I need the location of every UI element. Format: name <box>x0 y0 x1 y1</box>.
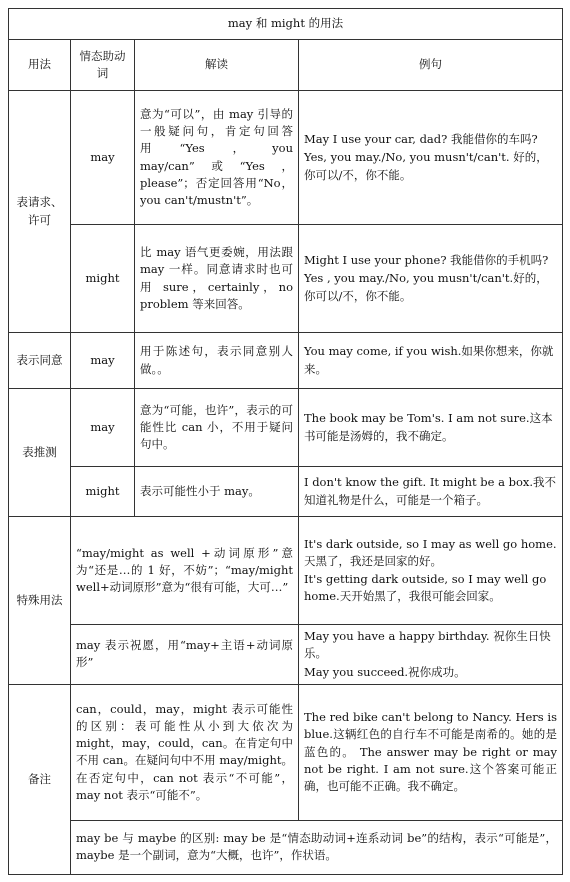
modal-cell: may <box>71 389 135 467</box>
example-line: It's dark outside, so I may as well go home. 天黑了，我还是回家的好。 <box>304 536 557 568</box>
modal-cell: may <box>71 91 135 225</box>
modal-cell: might <box>71 467 135 517</box>
example-line: Yes, you may./No, you musn't/can't. 好的，你可以/不，你不能。 <box>304 150 548 182</box>
table-row <box>9 684 563 820</box>
modal-cell: might <box>71 225 135 333</box>
header-usage: 用法 <box>9 40 71 91</box>
usage-cell-guess: 表推测 <box>9 389 71 517</box>
table-row <box>9 517 563 625</box>
usage-cell-request: 表请求、许可 <box>9 91 71 333</box>
explanation-cell: may 表示祝愿，用“may+主语+动词原形” <box>71 625 299 685</box>
table-title: may 和 might 的用法 <box>9 9 563 40</box>
example-line: You may come, if you wish.如果你想来，你就来。 <box>304 344 554 376</box>
example-cell <box>299 333 563 389</box>
example-cell <box>299 517 563 625</box>
header-example: 例句 <box>299 40 563 91</box>
example-cell <box>299 225 563 333</box>
table-row <box>9 625 563 685</box>
header-modal: 情态助动词 <box>71 40 135 91</box>
example-line: May you have a happy birthday. 祝你生日快乐。 <box>304 629 551 661</box>
example-cell <box>299 625 563 685</box>
example-line: The book may be Tom's. I am not sure.这本书可能是汤姆的，我不确定。 <box>304 411 553 443</box>
explanation-cell: 意为“可以”，由 may 引导的一般疑问句，肯定句回答用“Yes，you may/can”或“Yes，please”；否定回答用“No，you can't/mustn't”。 <box>135 91 299 225</box>
modal-cell: may <box>71 333 135 389</box>
note-cell: may be 与 maybe 的区别: may be 是“情态助动词+连系动词 be”的结构，表示“可能是”，maybe 是一个副词，意为“大概，也许”，作状语。 <box>71 820 563 874</box>
example-line: Might I use your phone? 我能借你的手机吗? <box>304 253 549 268</box>
table-row <box>9 333 563 389</box>
example-line: Yes , you may./No, you musn't/can't.好的，你可以/不，你不能。 <box>304 271 548 303</box>
example-line: May you succeed.祝你成功。 <box>304 664 466 679</box>
explanation-cell: 比 may 语气更委婉，用法跟 may 一样。同意请求时也可用 sure，certainly，no problem 等来回答。 <box>135 225 299 333</box>
table-row <box>9 820 563 874</box>
example-cell <box>299 684 563 820</box>
example-cell <box>299 91 563 225</box>
title-row <box>9 9 563 40</box>
table-row <box>9 389 563 467</box>
example-line: The red bike can't belong to Nancy. Hers is blue.这辆红色的自行车不可能是南希的。她的是蓝色的。 The answer may be right or may not be right. I am not sure.这个答案可能正确，也可能不正确。我不确定。 <box>304 710 558 794</box>
usage-table <box>8 8 563 875</box>
explanation-cell: 表示可能性小于 may。 <box>135 467 299 517</box>
table-row <box>9 91 563 225</box>
example-line: May I use your car, dad? 我能借你的车吗? <box>304 132 538 147</box>
explanation-cell: 意为“可能，也许”，表示的可能性比 can 小，不用于疑问句中。 <box>135 389 299 467</box>
table-row <box>9 225 563 333</box>
usage-cell-permission: 表示同意 <box>9 333 71 389</box>
usage-cell-special: 特殊用法 <box>9 517 71 685</box>
header-row <box>9 40 563 91</box>
example-cell <box>299 467 563 517</box>
usage-cell-notes: 备注 <box>9 684 71 874</box>
header-explanation: 解读 <box>135 40 299 91</box>
example-line: I don't know the gift. It might be a box.我不知道礼物是什么，可能是一个箱子。 <box>304 475 557 507</box>
example-line: It's getting dark outside, so I may well go home.天开始黑了，我很可能会回家。 <box>304 572 547 604</box>
table-row <box>9 467 563 517</box>
example-cell <box>299 389 563 467</box>
explanation-cell: 用于陈述句，表示同意别人做。。 <box>135 333 299 389</box>
explanation-cell: “may/might as well +动词原形”意为“还是…的 1 好，不妨”；“may/might well+动词原形”意为“很有可能，大可…” <box>71 517 299 625</box>
explanation-cell: can，could，may，might 表示可能性的区别：表可能性从小到大依次为 might，may，could，can。在肯定句中不用 can。在疑问句中不用 may/might。在否定句中，can not 表示“不可能”，may not 表示“可能不”。 <box>71 684 299 820</box>
